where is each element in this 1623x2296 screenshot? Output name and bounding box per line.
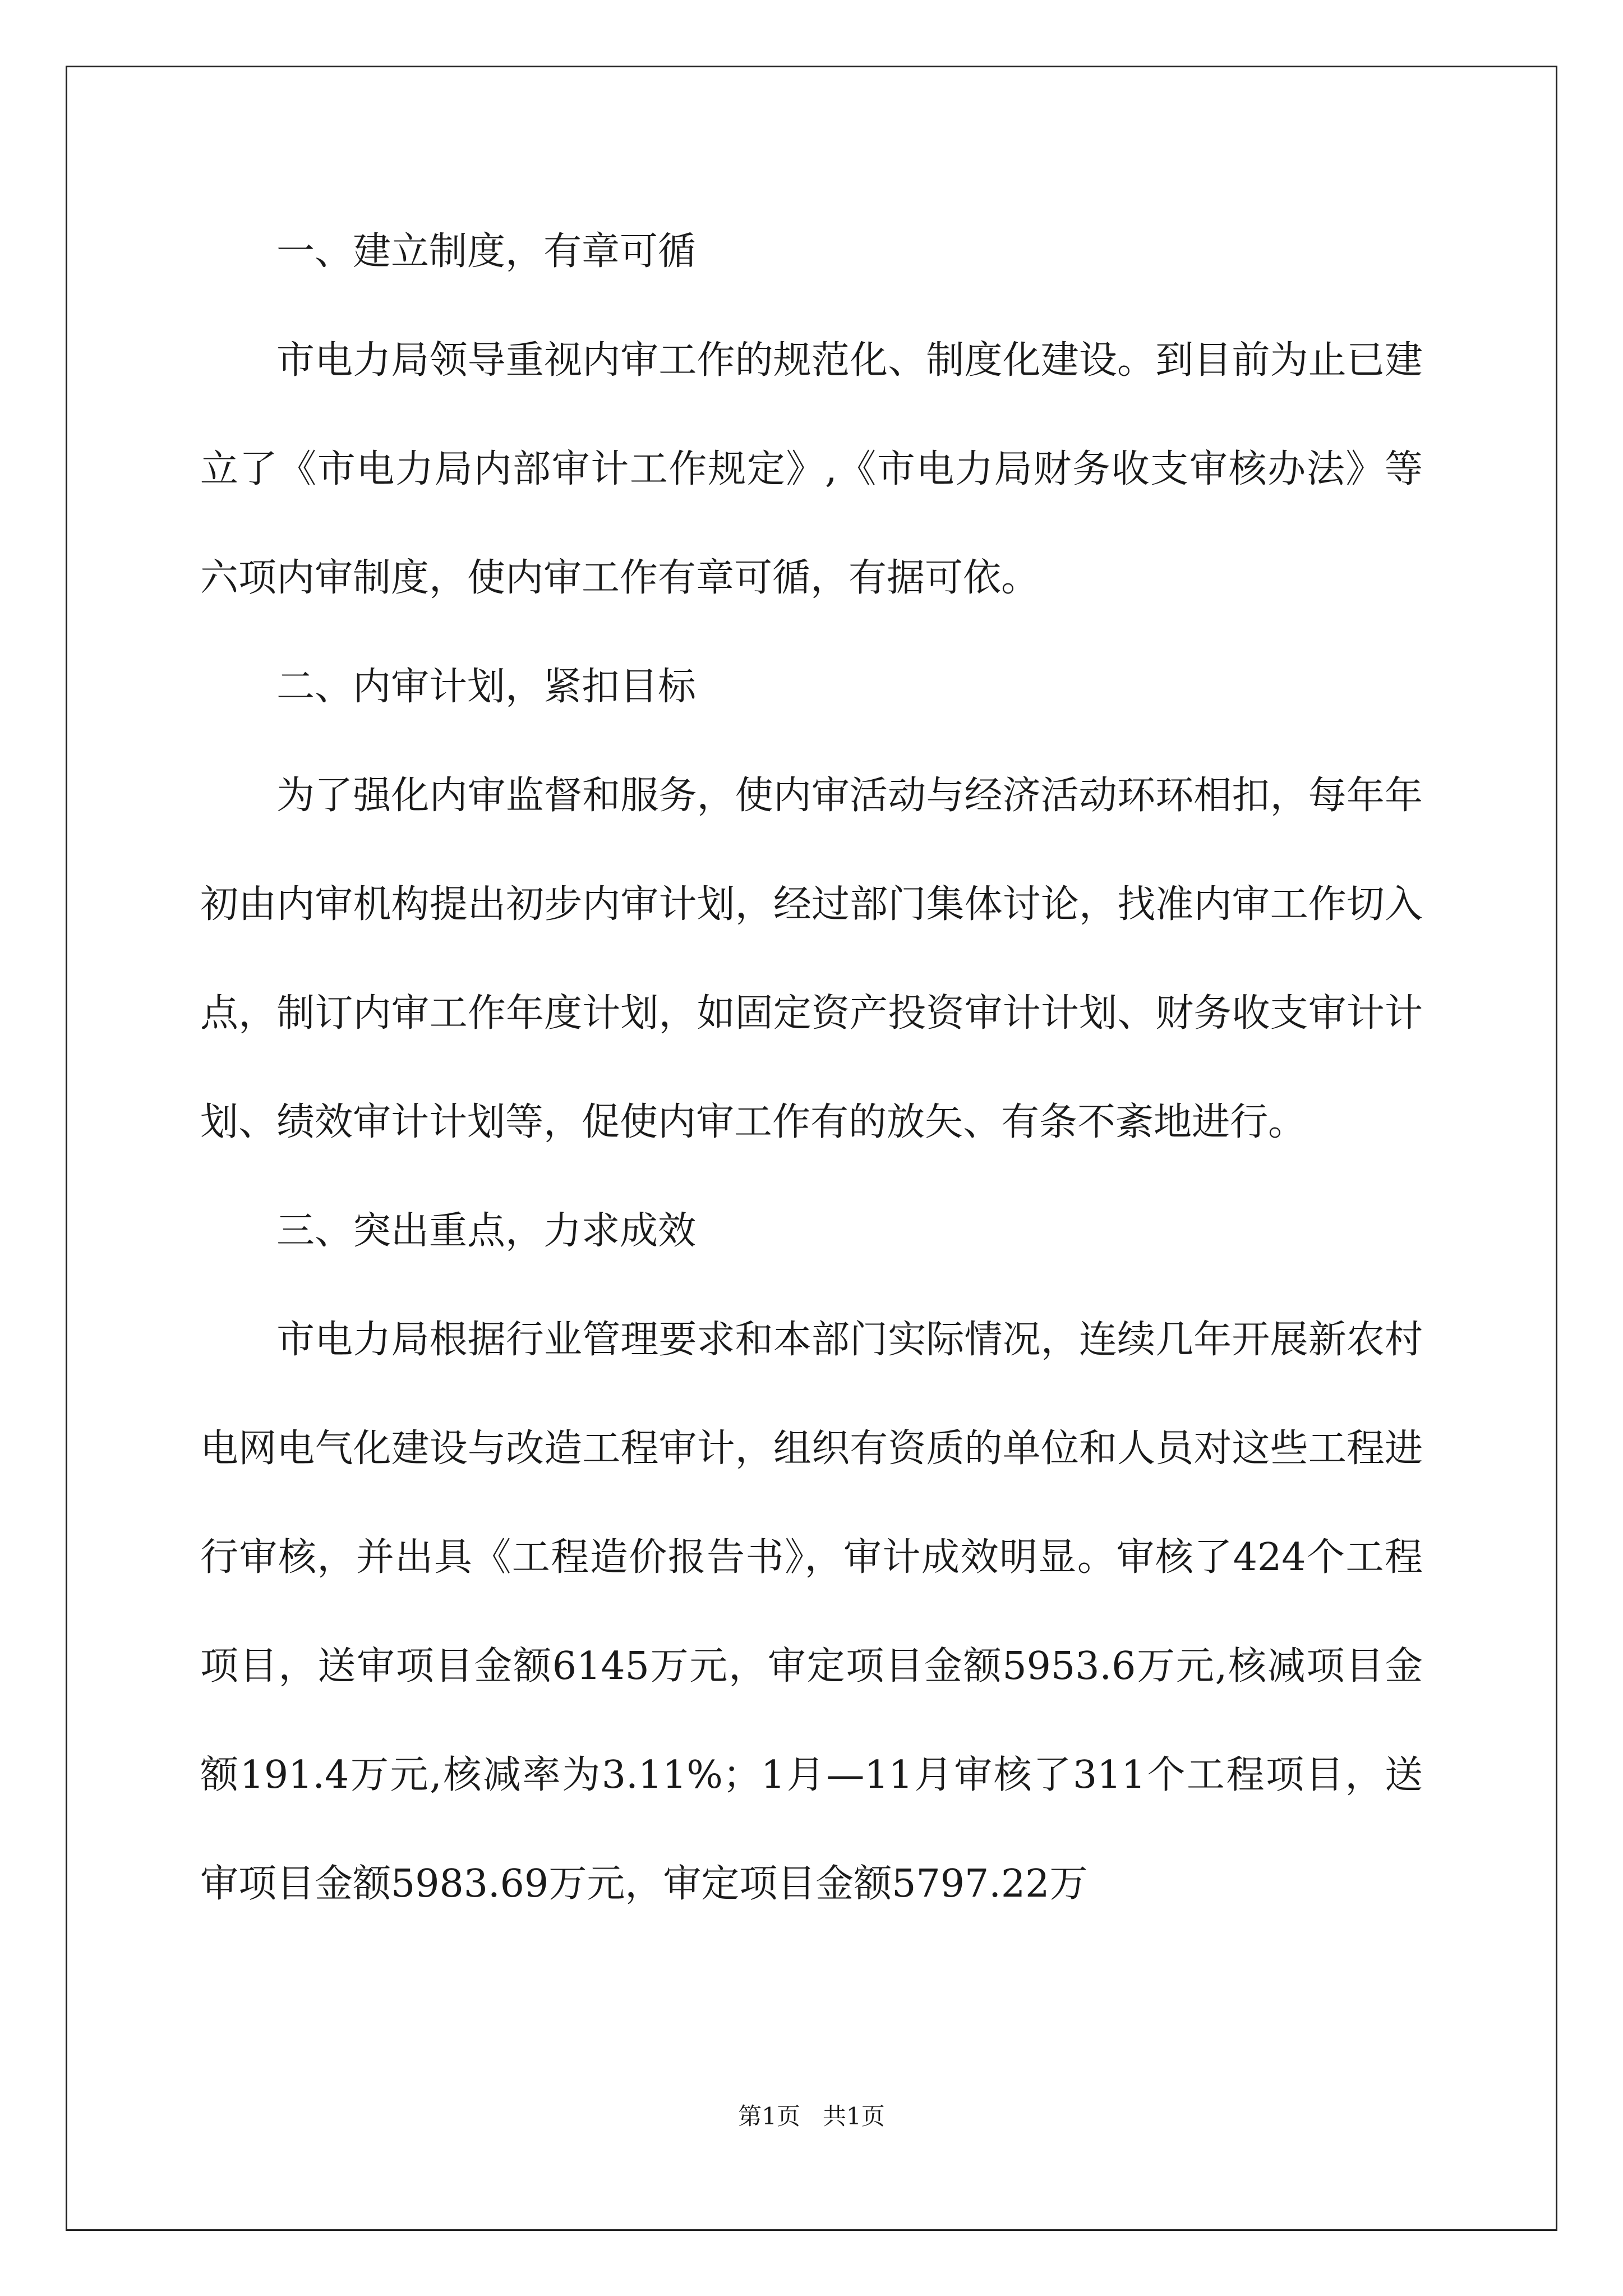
page-number: 第1页 bbox=[738, 2102, 800, 2130]
section-heading-1: 一、建立制度，有章可循 bbox=[276, 229, 697, 274]
section-body-2: 为了强化内审监督和服务，使内审活动与经济活动环环相扣，每年年初由内审机构提出初步内审计划，经过部门集体讨论，找准内审工作切入点，制订内审工作年度计划，如固定资产投资审计计划、财务收支审计计划、绩效审计计划等，促使内审工作有的放矢、有条不紊地进行。 bbox=[200, 774, 1423, 1144]
section-heading-3: 三、突出重点，力求成效 bbox=[276, 1209, 697, 1253]
section-body-3: 市电力局根据行业管理要求和本部门实际情况，连续几年开展新农村电网电气化建设与改造工程审计，组织有资质的单位和人员对这些工程进行审核，并出具《工程造价报告书》，审计成效明显。审核了424个工程项目，送审项目金额6145万元，审定项目金额5953.6万元,核减项目金额191.4万元,核减率为3.11%；1月—11月审核了311个工程项目，送审项目金额5983.69万元，审定项目金额5797.22万 bbox=[200, 1318, 1423, 1906]
section-body-1: 市电力局领导重视内审工作的规范化、制度化建设。到目前为止已建立了《市电力局内部审计工作规定》,《市电力局财务收支审核办法》等六项内审制度，使内审工作有章可循，有据可依。 bbox=[200, 338, 1423, 600]
page-footer bbox=[0, 2098, 1623, 2132]
page-total: 共1页 bbox=[823, 2102, 885, 2130]
section-heading-2: 二、内审计划，紧扣目标 bbox=[276, 665, 697, 709]
document-body bbox=[200, 197, 1423, 1939]
